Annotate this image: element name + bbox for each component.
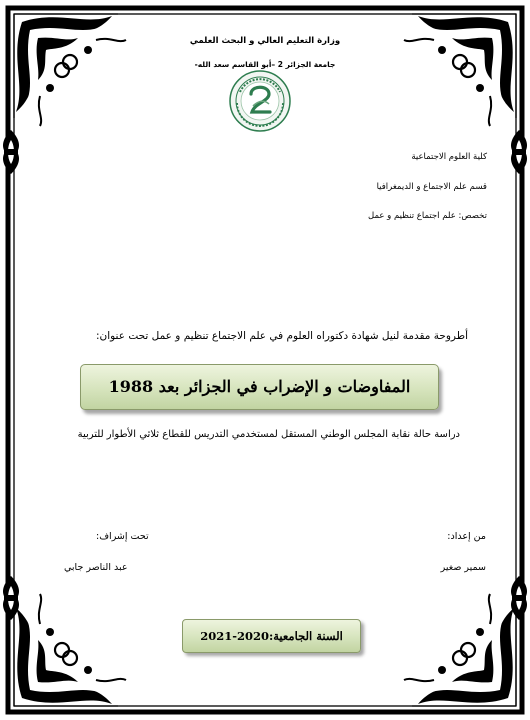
author-name: سمير صغير [440,562,486,573]
academic-year: السنة الجامعية:2020-2021 [200,629,343,643]
supervisor-label: تحت إشراف: [96,531,149,542]
specialty-name: تخصص: علم اجتماع تنظيم و عمل [368,211,487,221]
thesis-title-box [80,364,439,410]
department-name: قسم علم الاجتماع و الديمغرافيا [376,182,487,192]
supervisor-name: عبد الناصر جابي [64,562,128,573]
university-name: جامعة الجزائر 2 –أبو القاسم سعد الله- [194,60,336,69]
thesis-subtitle: دراسة حالة نقابة المجلس الوطني المستقل لمستخدمي التدريس للقطاع ثلاثي الأطوار للتربية [77,429,460,440]
academic-year-box [182,619,361,653]
university-seal-icon [229,70,291,132]
ministry-name: وزارة التعليم العالي و البحث العلمي [189,36,341,46]
thesis-intro: أطروحة مقدمة لنيل شهادة دكتوراه العلوم في علم الاجتماع تنظيم و عمل تحت عنوان: [95,330,468,342]
prepared-by-label: من إعداد: [447,531,486,542]
thesis-title: المفاوضات و الإضراب في الجزائر بعد 1988 [108,377,411,396]
faculty-name: كلية العلوم الاجتماعية [411,152,487,162]
